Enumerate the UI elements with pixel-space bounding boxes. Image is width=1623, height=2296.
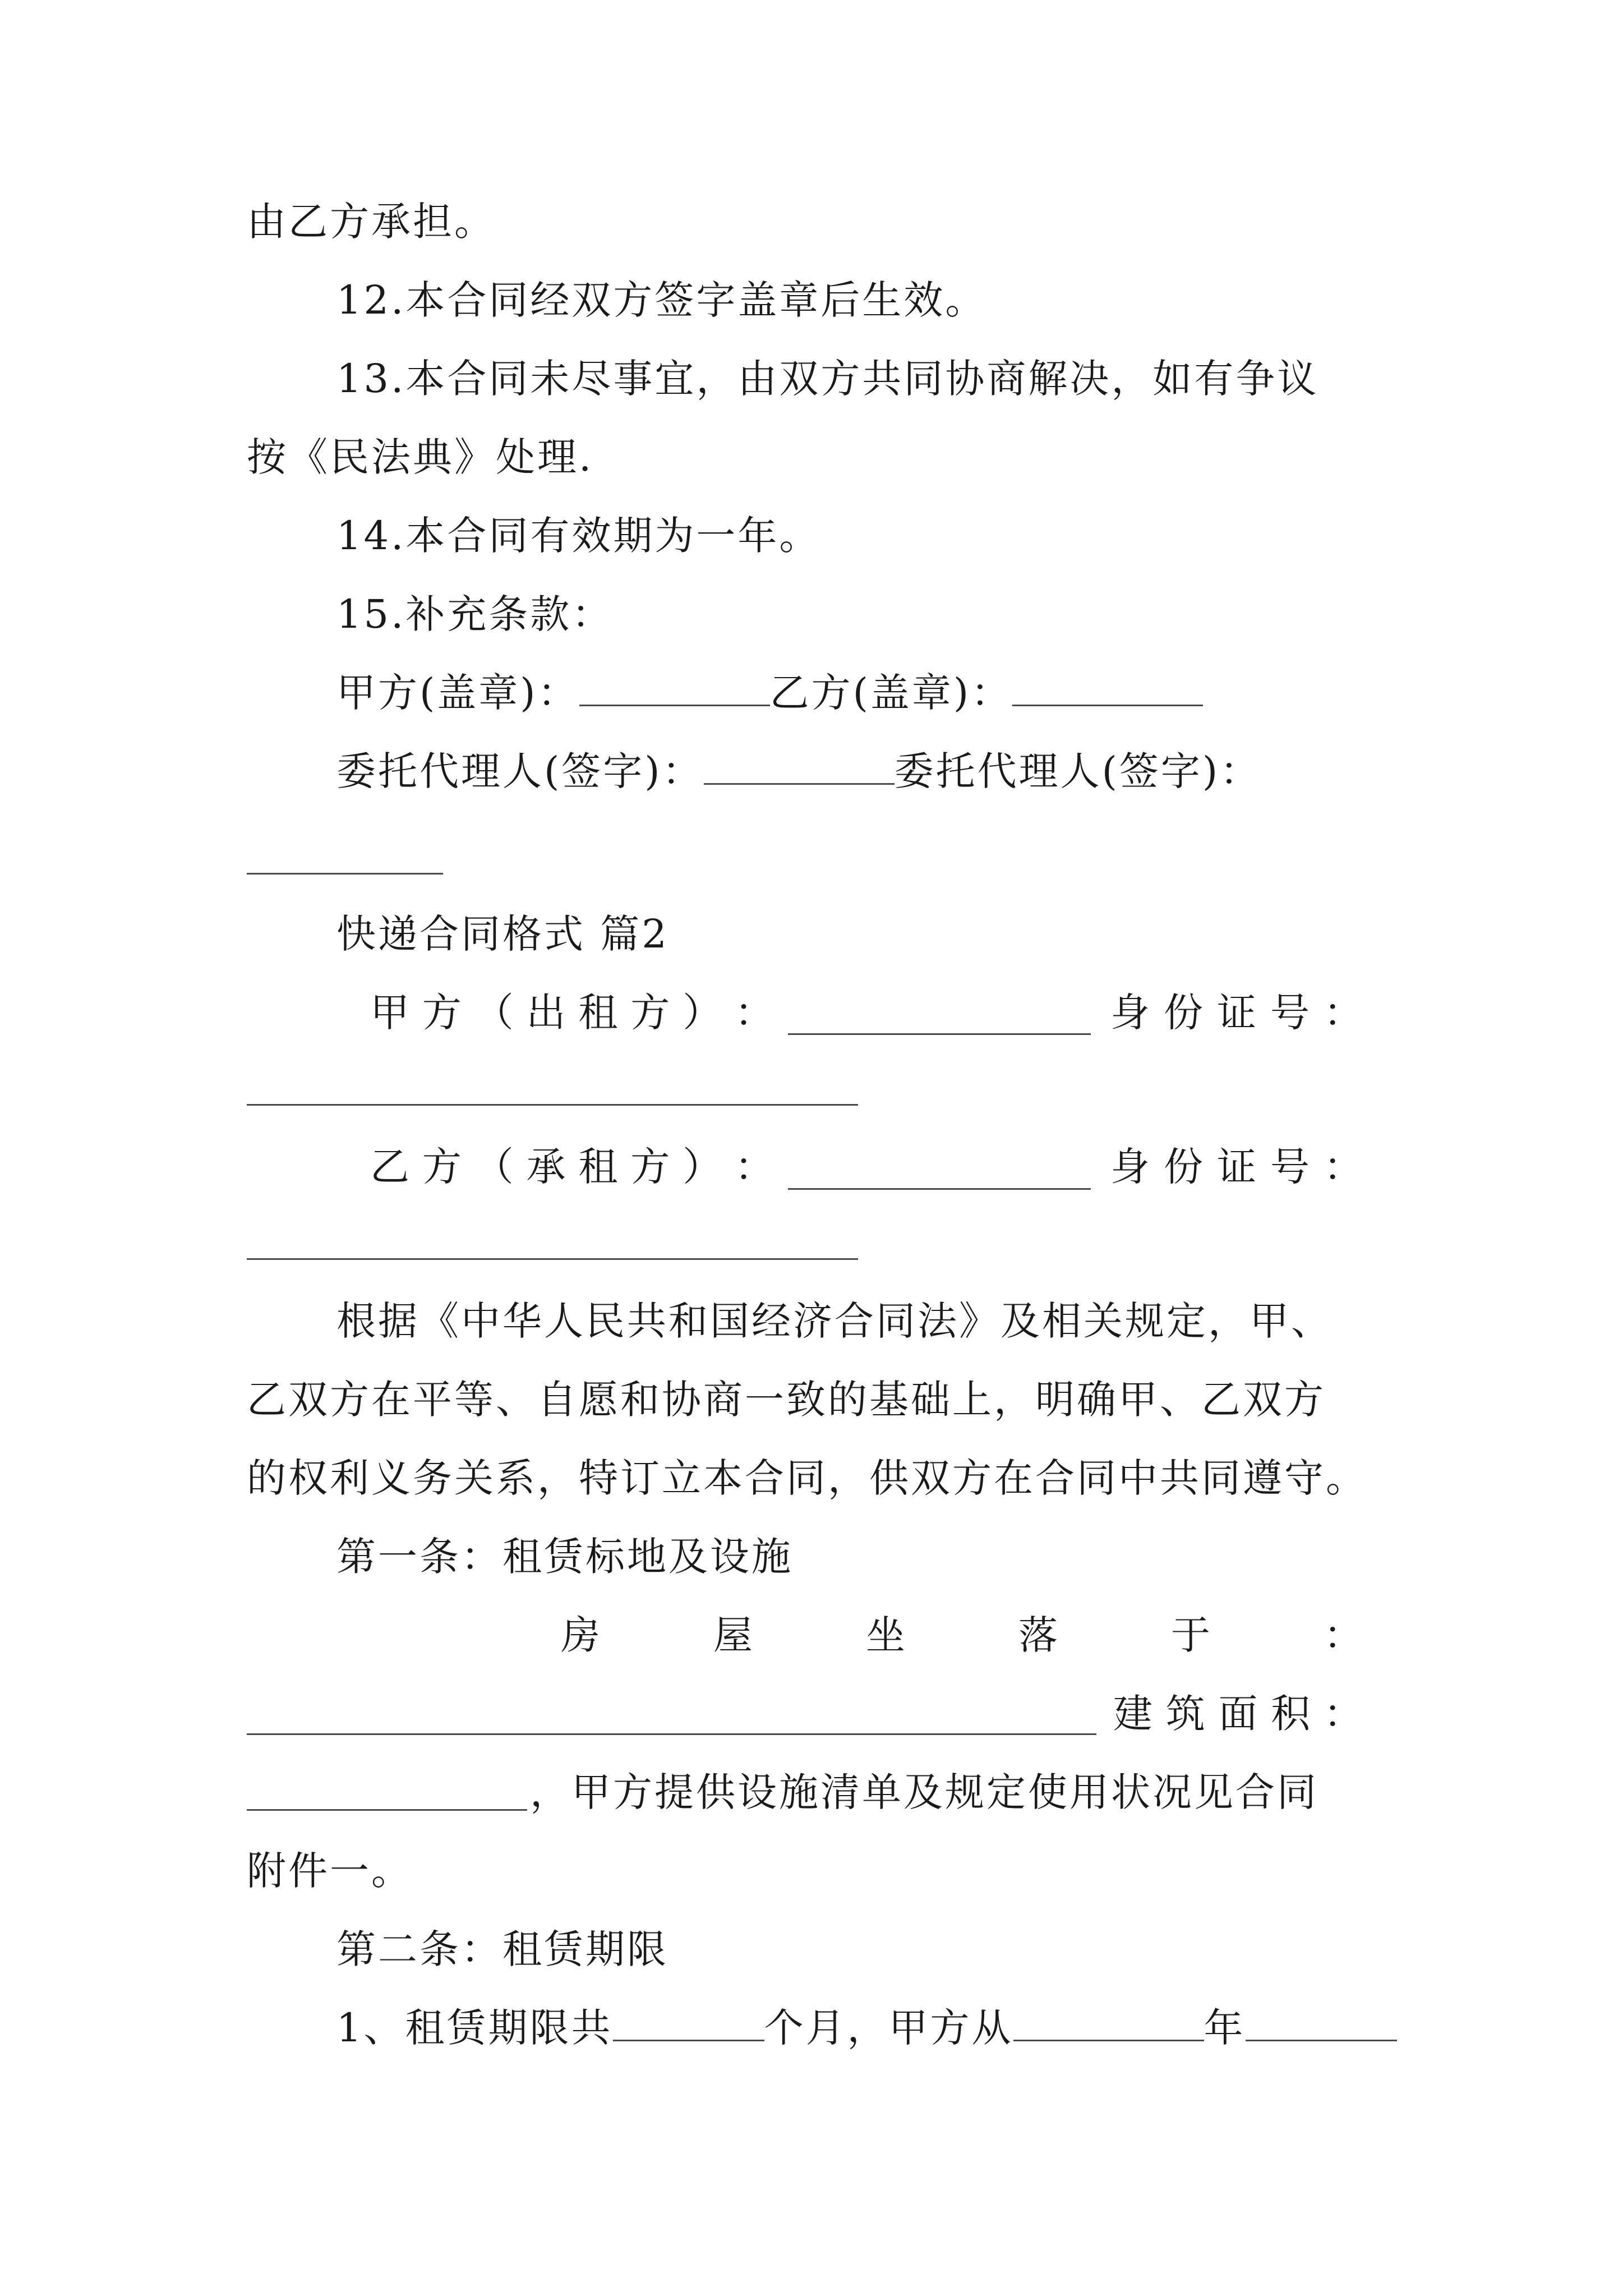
contract-line: 按《民法典》处理. bbox=[247, 434, 594, 480]
lessee-name-blank[interactable] bbox=[788, 1188, 1091, 1190]
agent-sign-line bbox=[336, 743, 1261, 799]
party-b-seal-label: 乙方(盖章)： bbox=[769, 670, 1013, 716]
contract-line: 附件一。 bbox=[247, 1848, 413, 1894]
party-b-agent-label: 委托代理人(签字)： bbox=[894, 748, 1262, 794]
lease-start-year-blank[interactable] bbox=[1013, 2005, 1204, 2041]
floor-area-label: 建 筑 面 积 ： bbox=[1113, 1691, 1363, 1737]
house-location-blank[interactable] bbox=[247, 1733, 1096, 1735]
clause-13: 13.本合同未尽事宜，由双方共同协商解决，如有争议 bbox=[336, 356, 1319, 402]
lease-term-label: 1、租赁期限共 bbox=[336, 2005, 613, 2051]
preamble-line: 的权利义务关系，特订立本合同，供双方在合同中共同遵守。 bbox=[247, 1455, 1367, 1501]
lessee-id-label: 身 份 证 号 ： bbox=[1110, 1144, 1363, 1190]
party-a-agent-blank[interactable] bbox=[704, 748, 895, 785]
lessor-name-blank[interactable] bbox=[788, 1033, 1091, 1035]
article-2-heading: 第二条：租赁期限 bbox=[336, 1926, 668, 1972]
house-location-label: 房 屋 坐 落 于 ： bbox=[561, 1612, 1363, 1658]
year-label: 年 bbox=[1204, 2005, 1246, 2051]
seal-line bbox=[336, 665, 1203, 721]
lease-term-line bbox=[336, 2000, 1397, 2056]
lease-start-label: 个月，甲方从 bbox=[764, 2005, 1013, 2051]
party-a-seal-blank[interactable] bbox=[579, 670, 770, 706]
section-heading: 快递合同格式 篇2 bbox=[336, 911, 669, 957]
party-a-agent-label: 委托代理人(签字)： bbox=[336, 748, 704, 794]
contract-line: 由乙方承担。 bbox=[247, 199, 496, 245]
clause-15: 15.补充条款： bbox=[336, 591, 614, 637]
facilities-line: ，甲方提供设施清单及规定使用状况见合同 bbox=[530, 1769, 1318, 1815]
lessor-id-label: 身 份 证 号 ： bbox=[1110, 990, 1363, 1036]
lessee-label: 乙 方 （ 承 租 方 ） ： bbox=[370, 1144, 774, 1190]
lease-start-month-blank[interactable] bbox=[1246, 2005, 1397, 2041]
preamble-line: 乙双方在平等、自愿和协商一致的基础上，明确甲、乙双方 bbox=[247, 1377, 1326, 1423]
lease-months-blank[interactable] bbox=[613, 2005, 764, 2041]
preamble-line: 根据《中华人民共和国经济合同法》及相关规定，甲、 bbox=[336, 1298, 1332, 1344]
clause-12: 12.本合同经双方签字盖章后生效。 bbox=[336, 277, 987, 323]
floor-area-blank[interactable] bbox=[247, 1809, 527, 1811]
lessee-id-blank[interactable] bbox=[247, 1258, 858, 1260]
party-a-seal-label: 甲方(盖章)： bbox=[336, 670, 579, 716]
party-b-agent-blank[interactable] bbox=[247, 873, 443, 875]
article-1-heading: 第一条：租赁标地及设施 bbox=[336, 1534, 793, 1580]
lessor-label: 甲 方 （ 出 租 方 ） ： bbox=[370, 990, 774, 1036]
lessor-id-blank[interactable] bbox=[247, 1104, 858, 1106]
party-b-seal-blank[interactable] bbox=[1012, 670, 1203, 706]
clause-14: 14.本合同有效期为一年。 bbox=[336, 513, 821, 559]
